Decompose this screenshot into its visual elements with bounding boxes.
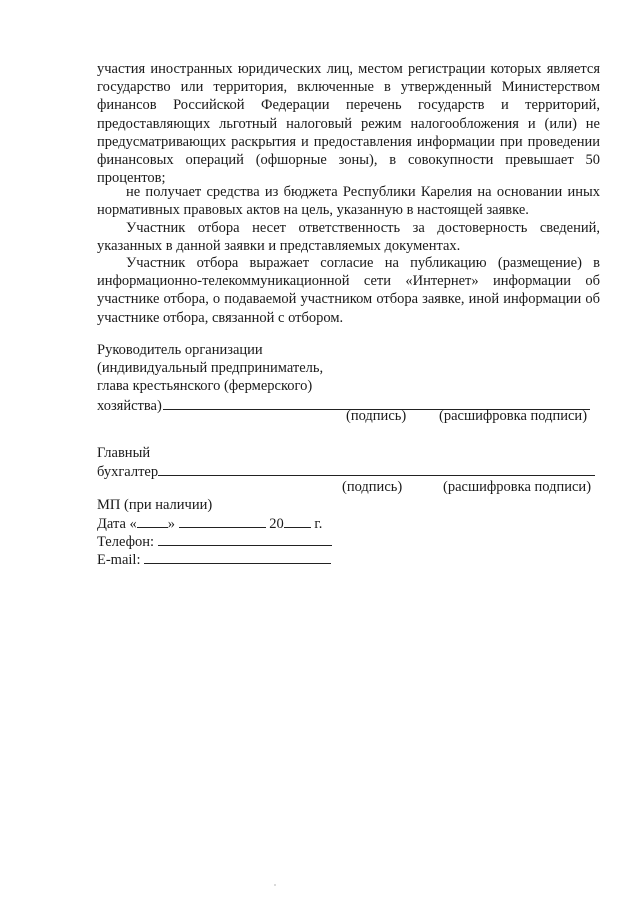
- head-signature-caption: (подпись): [346, 408, 407, 424]
- phone-row: [97, 532, 332, 551]
- paragraph-budget-funds: не получает средства из бюджета Республики Карелия на основании иных нормативных правовых актов на цель, указанную в настоящей заявке.: [97, 184, 600, 219]
- accountant-decoding-caption: (расшифровка подписи): [443, 479, 592, 495]
- head-decoding-caption: (расшифровка подписи): [439, 408, 588, 424]
- accountant-title-line-1: Главный: [97, 445, 151, 461]
- paragraph-publication-consent: Участник отбора выражает согласие на публикацию (размещение) в информационно-телекоммуникационной сети «Интернет» информации об участнике отбора, о подаваемой участником отбора заявке, иной информации об участнике отбора, связанной с отбором.: [97, 255, 600, 326]
- stamp-note: МП (при наличии): [97, 497, 213, 513]
- head-title-line-1: Руководитель организации: [97, 342, 263, 358]
- date-month-field[interactable]: [179, 514, 266, 528]
- accountant-title-line-2: [97, 462, 595, 480]
- date-day-field[interactable]: [137, 514, 168, 528]
- date-row: [97, 514, 322, 533]
- head-title-line-2: (индивидуальный предприниматель,: [97, 360, 324, 377]
- head-title-line-3: глава крестьянского (фермерского): [97, 378, 313, 395]
- email-field[interactable]: [144, 550, 331, 564]
- scan-speck: [274, 884, 276, 886]
- accountant-signature-line[interactable]: [158, 462, 595, 476]
- head-signature-block: [97, 341, 590, 414]
- accountant-signature-block: [97, 444, 595, 480]
- date-year-prefix: 20: [269, 516, 284, 532]
- paragraph-responsibility: Участник отбора несет ответственность за достоверность сведений, указанных в данной заявки и представляемых документах.: [97, 220, 600, 255]
- paragraph-offshore-condition: участия иностранных юридических лиц, местом регистрации которых является государство или территория, включенные в утвержденный Министерством финансов Российской Федерации перечень государств и территорий, предоставляющих льготный налоговый режим налогообложения и (или) не предусматривающих раскрытия и предоставления информации при проведении финансовых операций (офшорные зоны), в совокупности превышает 50 процентов;: [97, 61, 600, 187]
- date-quote-close: »: [167, 516, 176, 532]
- date-year-suffix: г.: [314, 516, 323, 532]
- phone-field[interactable]: [158, 532, 332, 546]
- email-label: E-mail:: [97, 552, 141, 568]
- email-row: [97, 550, 331, 569]
- head-title-last: хозяйства): [97, 397, 162, 414]
- date-label: Дата «: [97, 516, 137, 532]
- date-year-field[interactable]: [284, 514, 311, 528]
- phone-label: Телефон:: [97, 534, 155, 550]
- accountant-title-last: бухгалтер: [97, 464, 159, 481]
- accountant-signature-caption: (подпись): [342, 479, 403, 495]
